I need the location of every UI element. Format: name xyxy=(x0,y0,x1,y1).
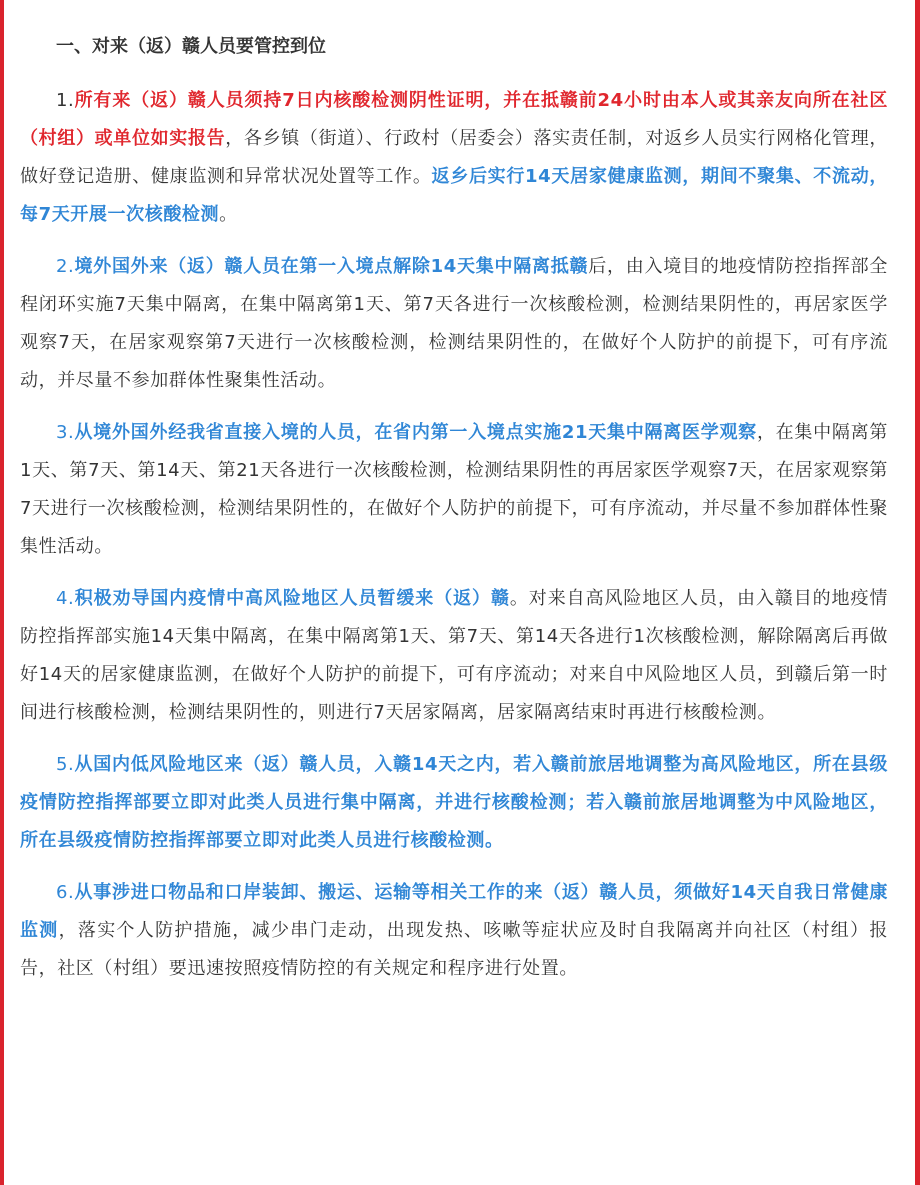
body-text: ，在集中隔离第1天、第7天、第14天、第21天各进行一次核酸检测，检测结果阴性的再居家医学观察7天，在居家观察第7天进行一次核酸检测，检测结果阴性的，在做好个人防护的前提下，可有序流动，并尽量不参加群体性聚集性活动。 xyxy=(20,422,888,557)
item-number: 4. xyxy=(56,588,75,609)
item-number: 1. xyxy=(56,90,75,111)
emphasis-blue: 境外国外来（返）赣人员在第一入境点解除14天集中隔离抵赣 xyxy=(74,256,589,277)
emphasis-blue: 从国内低风险地区来（返）赣人员，入赣14天之内，若入赣前旅居地调整为高风险地区，所在县级疫情防控指挥部要立即对此类人员进行集中隔离，并进行核酸检测；若入赣前旅居地调整为中风险地区，所在县级疫情防控指挥部要立即对此类人员进行核酸检测。 xyxy=(20,754,888,851)
emphasis-blue: 返乡后实行14天居家健康监测，期间不聚集、不流动，每7天开展一次核酸检测 xyxy=(20,166,889,225)
item-number: 3. xyxy=(56,422,75,443)
item-number: 5. xyxy=(56,754,75,775)
emphasis-blue: 积极劝导国内疫情中高风险地区人员暂缓来（返）赣 xyxy=(74,588,510,609)
emphasis-blue: 从境外国外经我省直接入境的人员，在省内第一入境点实施21天集中隔离医学观察 xyxy=(74,422,757,443)
paragraph-3 xyxy=(20,414,888,566)
section-heading: 一、对来（返）赣人员要管控到位 xyxy=(56,36,326,57)
paragraph-4 xyxy=(20,580,888,732)
left-border xyxy=(0,0,4,1185)
emphasis-blue: 从事涉进口物品和口岸装卸、搬运、运输等相关工作的来（返）赣人员，须做好14天自我日常健康监测 xyxy=(20,882,888,941)
paragraph-2 xyxy=(20,248,888,400)
body-text: 后，由入境目的地疫情防控指挥部全程闭环实施7天集中隔离，在集中隔离第1天、第7天各进行一次核酸检测，检测结果阴性的，再居家医学观察7天，在居家观察第7天进行一次核酸检测，检测结果阴性的，在做好个人防护的前提下，可有序流动，并尽量不参加群体性聚集性活动。 xyxy=(20,256,888,391)
body-text: ，落实个人防护措施，减少串门走动，出现发热、咳嗽等症状应及时自我隔离并向社区（村组）报告，社区（村组）要迅速按照疫情防控的有关规定和程序进行处置。 xyxy=(20,920,888,979)
paragraph-6 xyxy=(20,874,888,988)
body-text: ，各乡镇（街道）、行政村（居委会）落实责任制，对返乡人员实行网格化管理，做好登记造册、健康监测和异常状况处置等工作。 xyxy=(20,128,888,187)
emphasis-red: 所有来（返）赣人员须持7日内核酸检测阴性证明，并在抵赣前24小时由本人或其亲友向所在社区（村组）或单位如实报告 xyxy=(20,90,888,149)
right-border xyxy=(915,0,920,1185)
body-text: 。对来自高风险地区人员，由入赣目的地疫情防控指挥部实施14天集中隔离，在集中隔离第1天、第7天、第14天各进行1次核酸检测，解除隔离后再做好14天的居家健康监测，在做好个人防护的前提下，可有序流动；对来自中风险地区人员，到赣后第一时间进行核酸检测，检测结果阴性的，则进行7天居家隔离，居家隔离结束时再进行核酸检测。 xyxy=(20,588,888,723)
paragraph-1 xyxy=(20,82,888,234)
item-number: 6. xyxy=(56,882,75,903)
article-content xyxy=(20,30,888,988)
paragraph-5 xyxy=(20,746,888,860)
item-number: 2. xyxy=(56,256,75,277)
body-text-end: 。 xyxy=(219,204,238,225)
